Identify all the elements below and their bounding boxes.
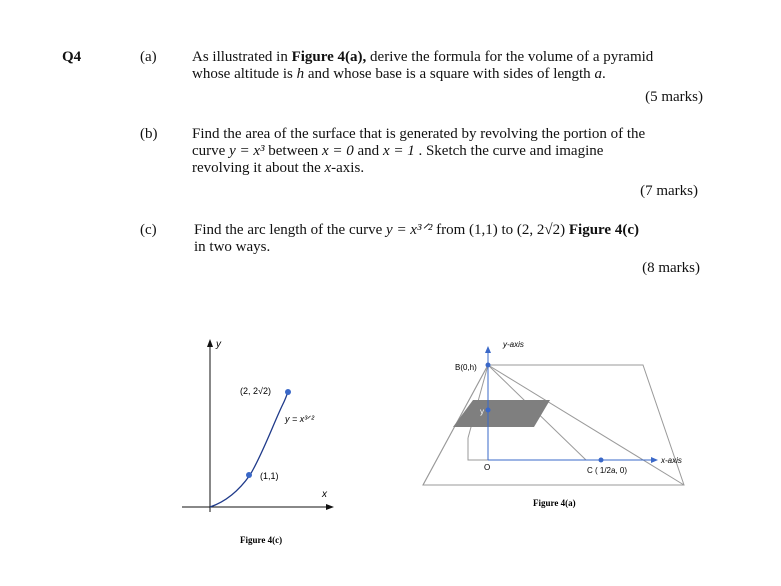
part-b-line3: revolving it about the x-axis. bbox=[192, 160, 365, 176]
y-axis-label: y bbox=[216, 339, 221, 350]
x-axis-3d-label: x-axis bbox=[661, 456, 682, 465]
part-c-line2: in two ways. bbox=[194, 239, 271, 255]
curve-equation: y = x³ᐟ² bbox=[285, 414, 315, 424]
apex-point bbox=[486, 363, 491, 368]
part-c-marks: (8 marks) bbox=[642, 260, 700, 276]
part-b-line1: Find the area of the surface that is generated by revolving the portion of the bbox=[192, 126, 646, 142]
y-axis-3d-arrow bbox=[485, 346, 491, 353]
x-axis-label: x bbox=[322, 489, 327, 500]
point-1-1 bbox=[246, 472, 252, 478]
corner-point bbox=[599, 458, 604, 463]
part-a-text bbox=[192, 49, 704, 83]
corner-label: C ( 1/2a, 0) bbox=[587, 466, 628, 475]
curve-line bbox=[210, 391, 288, 507]
question-number: Q4 bbox=[62, 49, 82, 65]
part-a-marks: (5 marks) bbox=[645, 89, 703, 105]
x-axis-3d-arrow bbox=[651, 457, 658, 463]
x-axis-arrow bbox=[326, 504, 334, 510]
part-a-line1: As illustrated in Figure 4(a), derive the formula for the volume of a pyramid bbox=[192, 49, 654, 65]
pyramid-back-base bbox=[468, 438, 586, 460]
part-a-line2: whose altitude is h and whose base is a square with sides of length a. bbox=[192, 66, 606, 82]
part-b-label: (b) bbox=[140, 126, 158, 142]
point-top-label: (2, 2√2) bbox=[240, 386, 271, 396]
point-2-2root2 bbox=[285, 389, 291, 395]
part-c-text bbox=[194, 222, 714, 256]
cross-section bbox=[453, 400, 550, 427]
y-point-label: y bbox=[480, 407, 484, 416]
figure-4a bbox=[415, 330, 695, 520]
y-axis-arrow bbox=[207, 339, 213, 347]
point-bottom-label: (1,1) bbox=[260, 471, 279, 481]
y-axis-3d-label: y-axis bbox=[503, 340, 524, 349]
figure-4c-caption: Figure 4(c) bbox=[240, 535, 283, 545]
part-b-line2: curve y = x³ between x = 0 and x = 1 . Sketch the curve and imagine bbox=[192, 143, 604, 159]
apex-label: B(0,h) bbox=[455, 363, 477, 372]
figure-4a-caption: Figure 4(a) bbox=[533, 498, 576, 508]
part-b-marks: (7 marks) bbox=[640, 183, 698, 199]
part-a-label: (a) bbox=[140, 49, 157, 65]
origin-label: O bbox=[484, 463, 491, 472]
y-point bbox=[486, 408, 491, 413]
part-c-line1: Find the arc length of the curve y = x³ᐟ² from (1,1) to (2, 2√2) Figure 4(c) bbox=[194, 222, 639, 238]
part-b-text bbox=[192, 126, 704, 177]
part-c-label: (c) bbox=[140, 222, 157, 238]
figure-4c bbox=[170, 330, 360, 555]
